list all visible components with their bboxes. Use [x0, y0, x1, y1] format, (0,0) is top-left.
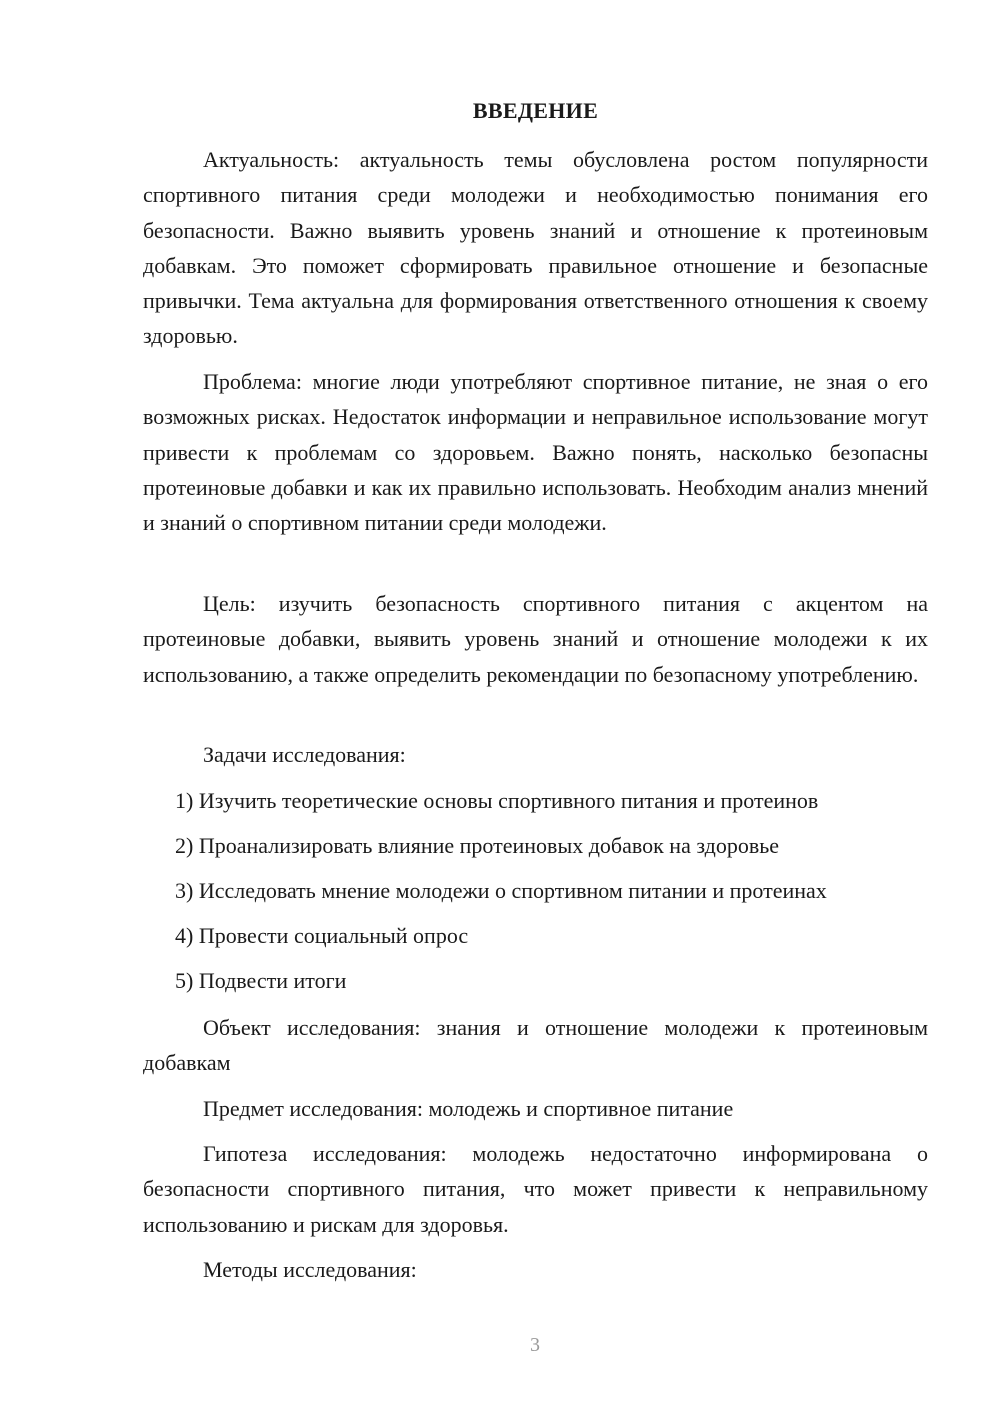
paragraph-goal: Цель: изучить безопасность спортивного питания с акцентом на протеиновые добавки, выявить уровень знаний и отношение молодежи к их использованию, а также определить рекомендации по безопасному употреблению. [143, 591, 928, 687]
methods-heading: Методы исследования: [203, 1257, 417, 1282]
paragraph-object: Объект исследования: знания и отношение молодежи к протеиновым добавкам [143, 1015, 928, 1076]
paragraph-hypothesis: Гипотеза исследования: молодежь недостаточно информирована о безопасности спортивного питания, что может привести к неправильному использованию и рискам для здоровья. [143, 1141, 928, 1237]
paragraph-subject: Предмет исследования: молодежь и спортивное питание [203, 1096, 734, 1121]
task-item: 3) Исследовать мнение молодежи о спортивном питании и протеинах [175, 878, 827, 903]
paragraph-problem: Проблема: многие люди употребляют спортивное питание, не зная о его возможных рисках. Недостаток информации и неправильное использование могут привести к проблемам со здоровьем. Важно понять, насколько безопасны протеиновые добавки и как их правильно использовать. Необходим анализ мнений и знаний о спортивном питании среди молодежи. [143, 369, 928, 536]
task-item: 2) Проанализировать влияние протеиновых добавок на здоровье [175, 833, 780, 858]
paragraph-relevance: Актуальность: актуальность темы обусловлена ростом популярности спортивного питания среди молодежи и необходимостью понимания его безопасности. Важно выявить уровень знаний и отношение к протеиновым добавкам. Это поможет сформировать правильное отношение и безопасные привычки. Тема актуальна для формирования ответственного отношения к своему здоровью. [143, 147, 928, 349]
page-number: 3 [530, 1334, 540, 1356]
task-item: 1) Изучить теоретические основы спортивного питания и протеинов [175, 788, 819, 813]
task-item: 4) Провести социальный опрос [175, 923, 469, 948]
task-item: 5) Подвести итоги [175, 968, 347, 993]
tasks-heading: Задачи исследования: [203, 742, 406, 767]
page-title: ВВЕДЕНИЕ [472, 98, 599, 123]
